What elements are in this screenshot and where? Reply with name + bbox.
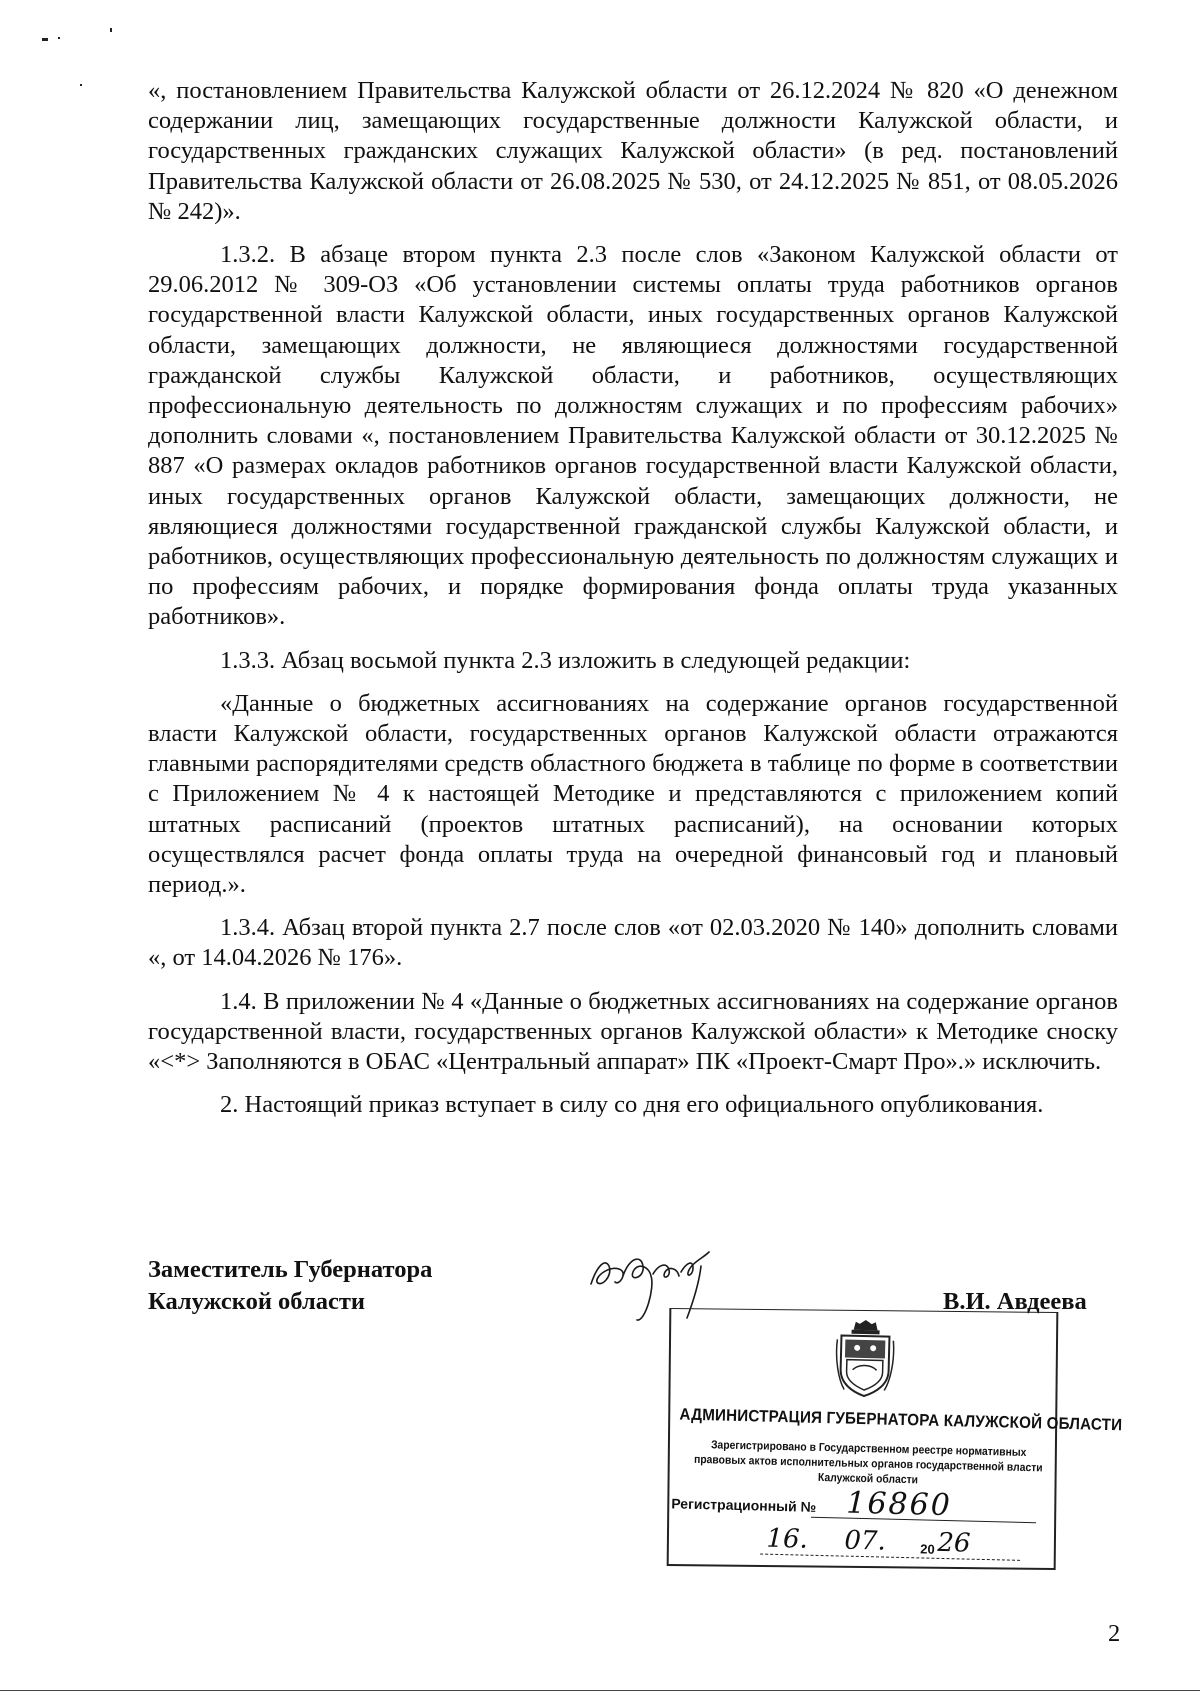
signatory-position-line1: Заместитель Губернатора	[148, 1256, 433, 1283]
stamp-registered-line2: правовых актов исполнительных органов государственной власти	[693, 1453, 1043, 1475]
stamp-registered-line1: Зарегистрировано в Государственном реестре нормативных	[710, 1439, 1027, 1459]
scan-speck	[80, 84, 82, 86]
stamp-date-day: 16.	[766, 1523, 809, 1555]
paragraph-1-3-3: 1.3.3. Абзац восьмой пункта 2.3 изложить в следующей редакции:	[220, 646, 911, 674]
stamp-date-month: 07.	[844, 1525, 887, 1557]
paragraph-intro: «, постановлением Правительства Калужской области от 26.12.2024 № 820 «О денежном содержании лиц, замещающих государственные должности Калужской области, и государственных гражданских служащих Калужской области» (в ред. постановлений Правительства Калужской области от 26.08.2025 № 530, от 24.12.2025 № 851, от 08.05.2026 № 242)».	[148, 77, 1118, 225]
paragraph-2: 2. Настоящий приказ вступает в силу со дня его официального опубликования.	[220, 1091, 1044, 1119]
stamp-regno-value: 16860	[845, 1485, 953, 1524]
scan-speck	[110, 28, 112, 32]
stamp-registered-line3: Калужской области	[817, 1471, 919, 1487]
document-body	[148, 76, 1118, 1134]
scan-bottom-edge	[0, 1690, 1200, 1691]
registration-stamp	[663, 1302, 1123, 1572]
scan-speck	[58, 37, 60, 39]
paragraph-quote: «Данные о бюджетных ассигнованиях на содержание органов государственной власти Калужской области, государственных органов Калужской области отражаются главными распорядителями средств областного бюджета в таблице по форме в соответствии с Приложением № 4 к настоящей Методике и представляются с приложением копий штатных расписаний (проектов штатных расписаний), на основании которых осуществлялся расчет фонда оплаты труда на очередной финансовый год и плановый период.».	[148, 689, 1118, 899]
paragraph-1-3-2: 1.3.2. В абзаце втором пункта 2.3 после слов «Законом Калужской области от 29.06.2012 № 309-ОЗ «Об установлении системы оплаты труда работников органов государственной власти Калужской области, иных государственных органов Калужской области, замещающих должности, не являющиеся должностями государственной гражданской службы Калужской области, и работников, осуществляющих профессиональную деятельность по должностям служащих и по профессиям рабочих» дополнить словами «, постановлением Правительства Калужской области от 30.12.2025 № 887 «О размерах окладов работников органов государственной власти Калужской области, иных государственных органов Калужской области, замещающих должности, не являющиеся должностями государственной гражданской службы Калужской области, и работников, осуществляющих профессиональную деятельность по должностям служащих и по профессиям рабочих, и порядке формирования фонда оплаты труда указанных работников».	[148, 241, 1118, 631]
paragraph-1-3-4: 1.3.4. Абзац второй пункта 2.7 после слов «от 02.03.2020 № 140» дополнить словами «, от 14.04.2026 № 176».	[148, 914, 1118, 972]
stamp-regno-label: Регистрационный №	[671, 1495, 817, 1515]
signatory-position-line2: Калужской области	[148, 1288, 365, 1315]
scan-speck	[42, 38, 48, 41]
stamp-date-row	[760, 1523, 1041, 1567]
stamp-date-year-prefix: 20	[920, 1541, 935, 1557]
signatory-position	[148, 1254, 432, 1318]
coat-of-arms-icon	[834, 1319, 896, 1400]
stamp-registration-text	[688, 1438, 1049, 1492]
signatory-name: В.И. Авдеева	[943, 1288, 1087, 1315]
paragraph-1-4: 1.4. В приложении № 4 «Данные о бюджетных ассигнованиях на содержание органов государственной власти, государственных органов Калужской области» к Методике сноску «<*> Заполняются в ОБАС «Центральный аппарат» ПК «Проект-Смарт Про».» исключить.	[148, 987, 1118, 1076]
stamp-regno-row	[671, 1485, 1052, 1528]
page-number: 2	[1108, 1620, 1121, 1647]
stamp-date-underline	[760, 1554, 1020, 1561]
stamp-date-year-suffix: 26	[937, 1527, 971, 1559]
stamp-content	[660, 1297, 1123, 1577]
stamp-organization: АДМИНИСТРАЦИЯ ГУБЕРНАТОРА КАЛУЖСКОЙ ОБЛАСТИ	[679, 1405, 1123, 1435]
